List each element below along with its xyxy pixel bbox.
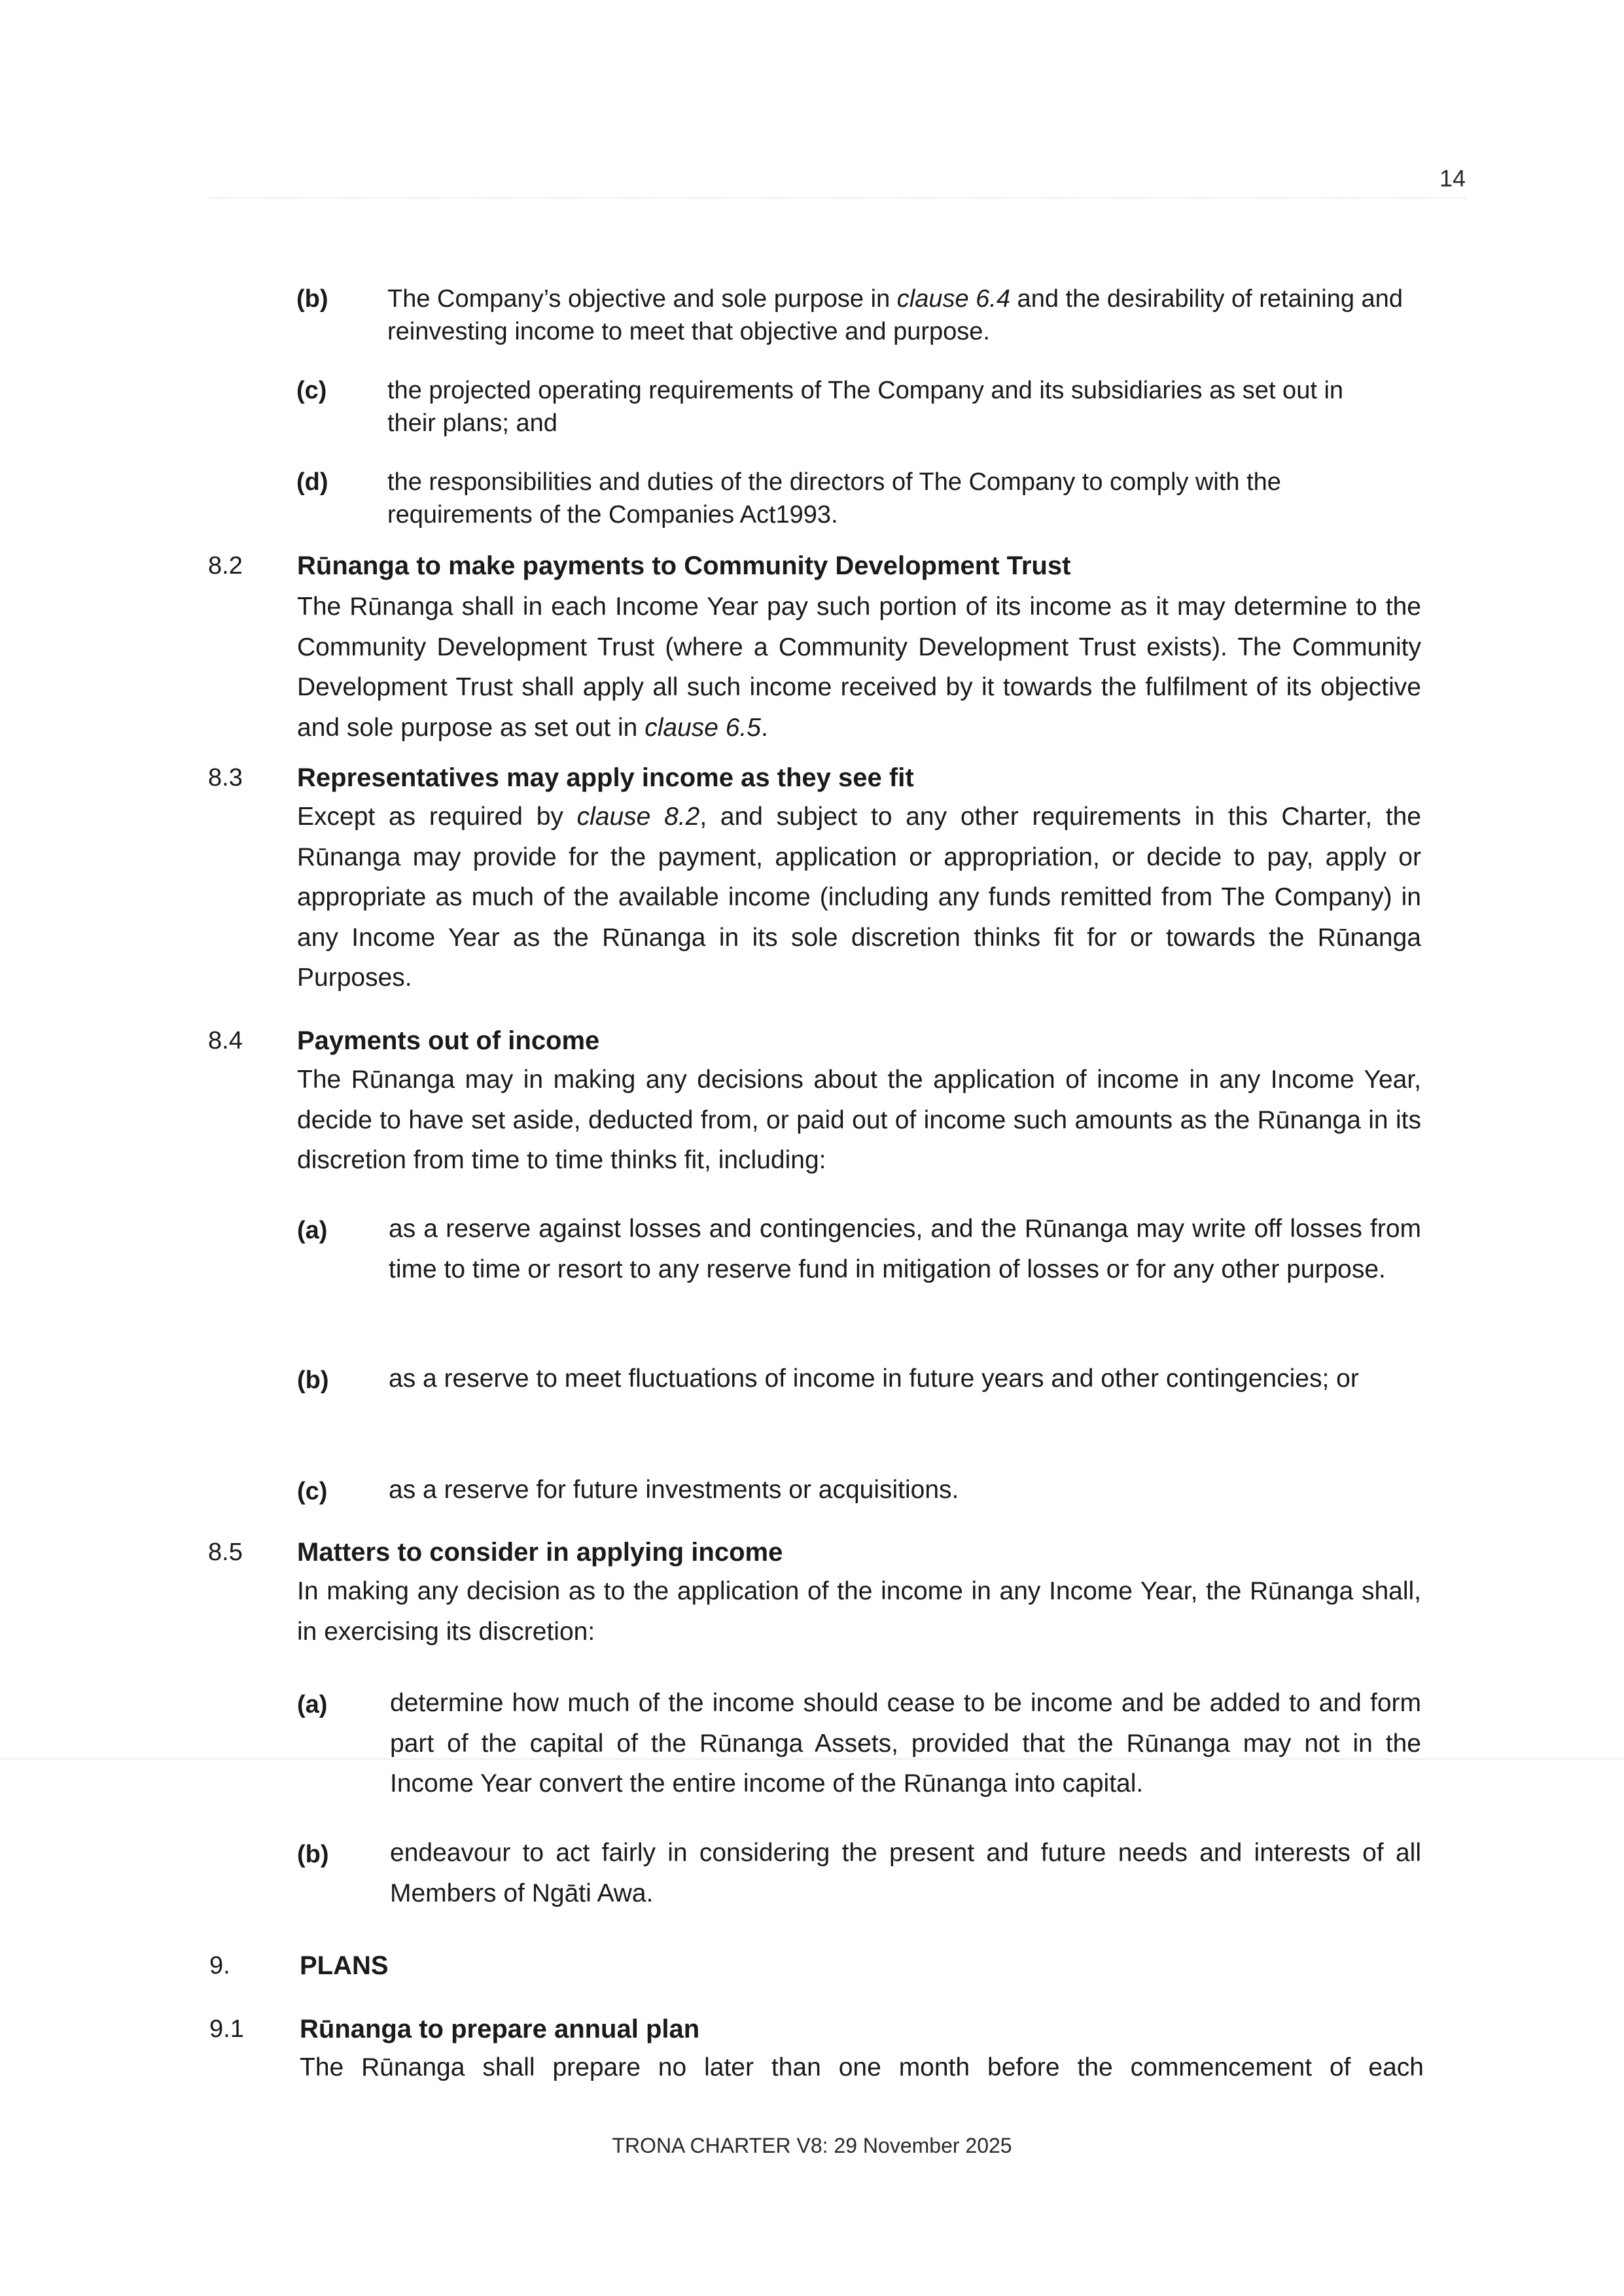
- section-heading: Representatives may apply income as they see fit: [297, 763, 914, 792]
- section-heading: Payments out of income: [297, 1026, 600, 1055]
- item-label: (a): [297, 1691, 328, 1718]
- item-label: (c): [296, 377, 327, 404]
- section-number: 9.: [209, 1952, 230, 1979]
- item-text: the projected operating requirements of The Company and its subsidiaries as set out in their plans; and: [387, 377, 1344, 437]
- item-text: endeavour to act fairly in considering the present and future needs and interests of all Members of Ngāti Awa.: [390, 1839, 1421, 1907]
- item-text: as a reserve against losses and contingencies, and the Rūnanga may write off losses from time to time or resort to any reserve fund in mitigation of losses or for any other purpose.: [389, 1215, 1421, 1283]
- item-label: (d): [296, 468, 328, 496]
- section-number: 8.3: [208, 764, 243, 791]
- item-label: (a): [297, 1217, 328, 1244]
- item-label: (b): [297, 1366, 329, 1394]
- item-label: (c): [297, 1478, 328, 1505]
- item-text: as a reserve for future investments or acquisitions.: [389, 1476, 959, 1504]
- section-number: 8.5: [208, 1539, 243, 1566]
- item-label: (b): [296, 285, 328, 313]
- section-heading: Rūnanga to prepare annual plan: [300, 2015, 700, 2044]
- section-heading: PLANS: [300, 1951, 389, 1980]
- section-heading: Rūnanga to make payments to Community Development Trust: [297, 551, 1071, 580]
- section-body: In making any decision as to the application of the income in any Income Year, the Rūnanga shall, in exercising its discretion:: [297, 1577, 1421, 1646]
- section-body: Except as required by clause 8.2, and subject to any other requirements in this Charter, the Rūnanga may provide for the payment, application or appropriation, or decide to pay, apply or appropriate as much of the available income (including any funds remitted from The Company) in any Income Year as the Rūnanga in its sole discretion thinks fit for or towards the Rūnanga Purposes.: [297, 803, 1421, 992]
- page-number: 14: [1439, 165, 1466, 192]
- section-number: 9.1: [209, 2015, 244, 2043]
- section-number: 8.4: [208, 1027, 243, 1054]
- scan-line: [0, 1758, 1624, 1760]
- item-text: as a reserve to meet fluctuations of income in future years and other contingencies; or: [389, 1365, 1359, 1393]
- page-footer: TRONA CHARTER V8: 29 November 2025: [612, 2134, 1012, 2157]
- section-body: The Rūnanga shall prepare no later than one month before the commencement of each: [300, 2053, 1424, 2081]
- item-text: the responsibilities and duties of the directors of The Company to comply with the requirements of the Companies Act1993.: [387, 468, 1281, 529]
- header-rule: [209, 198, 1466, 199]
- item-text: determine how much of the income should cease to be income and be added to and form part of the capital of the Rūnanga Assets, provided that the Rūnanga may not in the Income Year convert the entire income of the Rūnanga into capital.: [390, 1689, 1421, 1798]
- item-text: The Company’s objective and sole purpose in clause 6.4 and the desirability of retaining and reinvesting income to meet that objective and purpose.: [387, 285, 1403, 345]
- section-body: The Rūnanga may in making any decisions about the application of income in any Income Year, decide to have set aside, deducted from, or paid out of income such amounts as the Rūnanga in its discretion from time to time thinks fit, including:: [297, 1066, 1421, 1174]
- item-label: (b): [297, 1841, 329, 1868]
- section-heading: Matters to consider in applying income: [297, 1538, 783, 1567]
- section-body: The Rūnanga shall in each Income Year pay such portion of its income as it may determine to the Community Development Trust (where a Community Development Trust exists). The Community Development Trust shall apply all such income received by it towards the fulfilment of its objective and sole purpose as set out in clause 6.5.: [297, 593, 1421, 742]
- section-number: 8.2: [208, 552, 243, 580]
